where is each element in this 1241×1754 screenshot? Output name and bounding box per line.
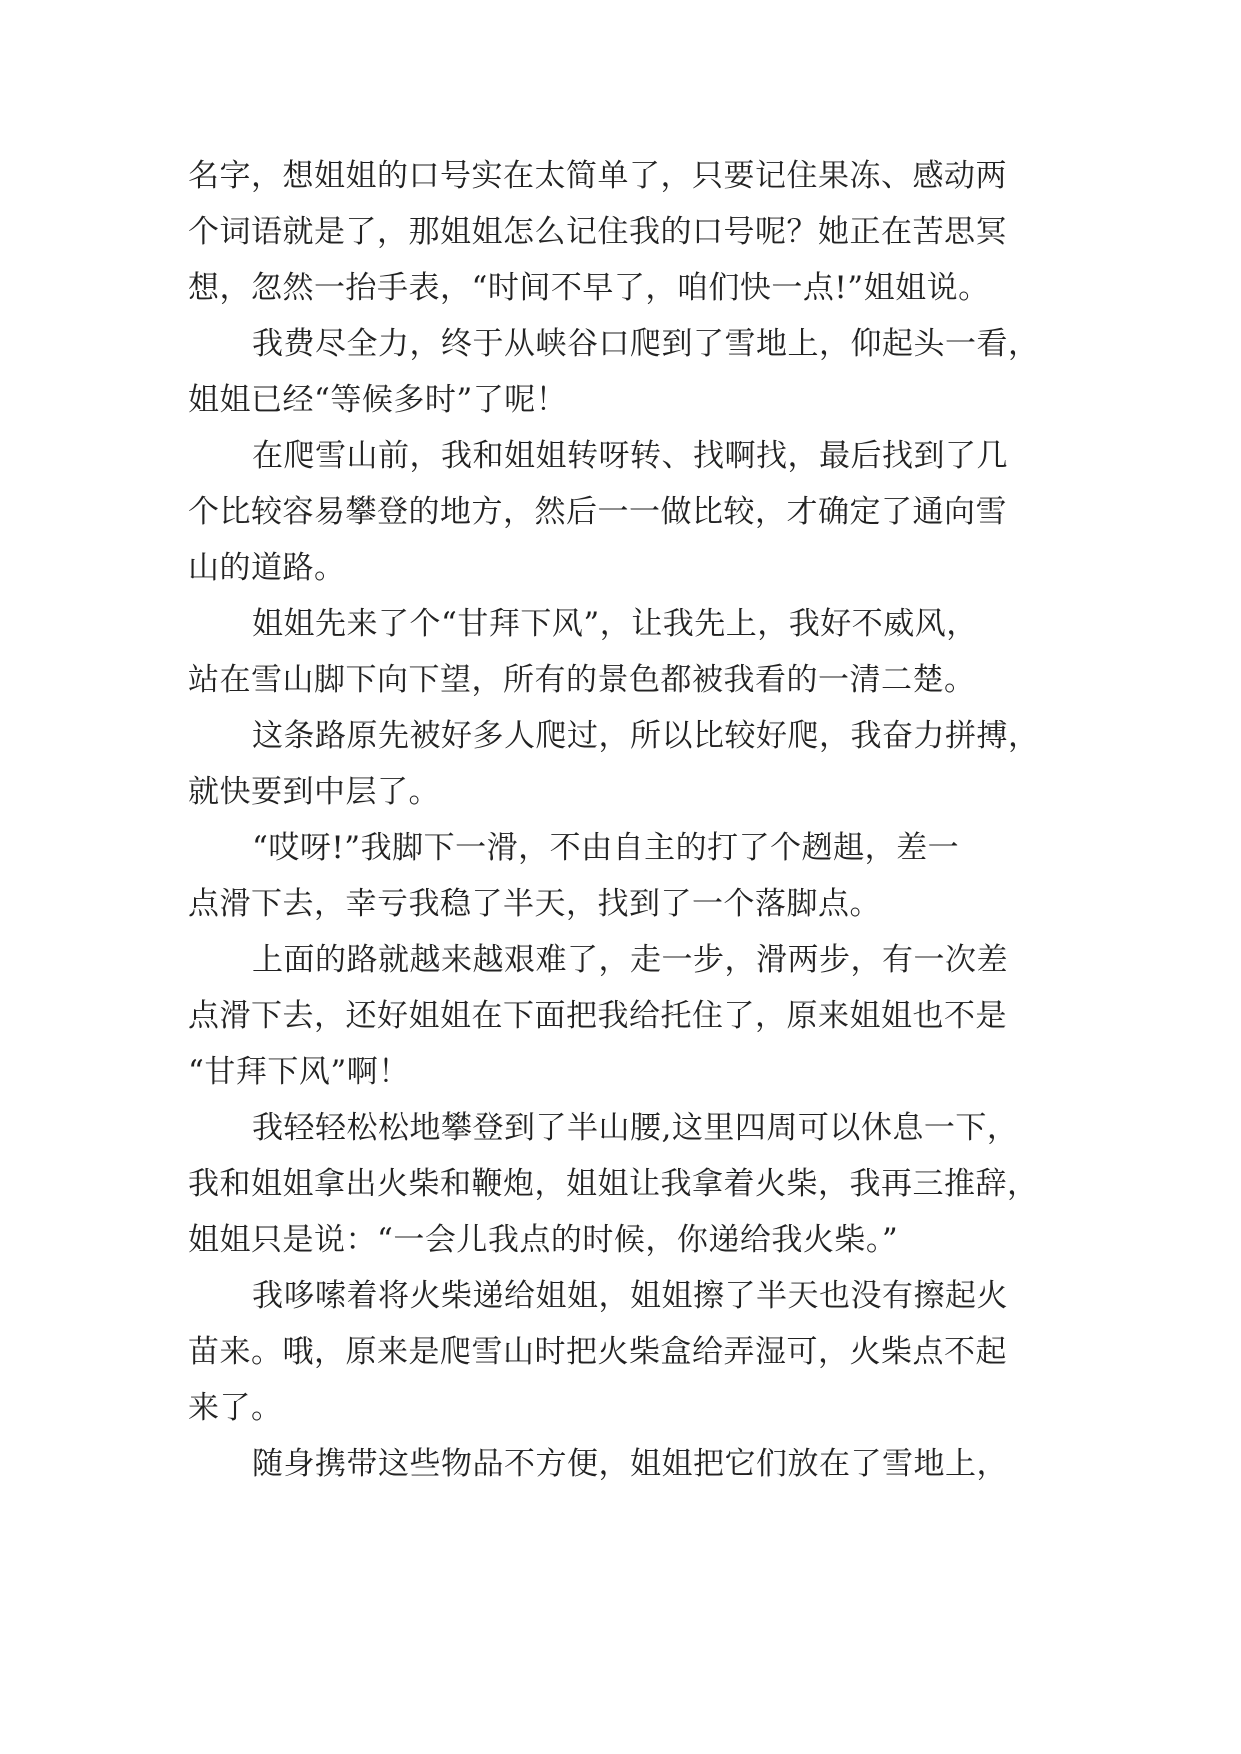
text-line: 想，忽然一抬手表，“时间不早了，咱们快一点!”姐姐说。 xyxy=(188,270,990,306)
text-line: 个词语就是了，那姐姐怎么记住我的口号呢？她正在苦思冥 xyxy=(188,214,1007,250)
paragraph-first-line: “哎呀!”我脚下一滑，不由自主的打了个趔趄，差一 xyxy=(252,830,960,866)
text-line: 点滑下去，幸亏我稳了半天，找到了一个落脚点。 xyxy=(188,886,881,922)
text-line: 我和姐姐拿出火柴和鞭炮，姐姐让我拿着火柴，我再三推辞， xyxy=(188,1166,1039,1202)
paragraph-first-line: 在爬雪山前，我和姐姐转呀转、找啊找，最后找到了几 xyxy=(252,438,1008,474)
text-line: 苗来。哦，原来是爬雪山时把火柴盒给弄湿可，火柴点不起 xyxy=(188,1334,1007,1370)
paragraph-first-line: 姐姐先来了个“甘拜下风”，让我先上，我好不威风， xyxy=(252,606,978,642)
text-line: 姐姐只是说：“一会儿我点的时候，你递给我火柴。” xyxy=(188,1222,899,1258)
text-line: 就快要到中层了。 xyxy=(188,774,440,810)
document-body xyxy=(188,148,1068,1492)
text-line: 站在雪山脚下向下望，所有的景色都被我看的一清二楚。 xyxy=(188,662,976,698)
text-line: 来了。 xyxy=(188,1390,283,1426)
paragraph-first-line: 随身携带这些物品不方便，姐姐把它们放在了雪地上， xyxy=(252,1446,1008,1482)
text-line: “甘拜下风”啊！ xyxy=(188,1054,410,1090)
paragraph-first-line: 我轻轻松松地攀登到了半山腰,这里四周可以休息一下， xyxy=(252,1110,1019,1146)
text-line: 名字，想姐姐的口号实在太简单了，只要记住果冻、感动两 xyxy=(188,158,1007,194)
paragraph-first-line: 上面的路就越来越艰难了，走一步，滑两步，有一次差 xyxy=(252,942,1008,978)
paragraph-first-line: 我费尽全力，终于从峡谷口爬到了雪地上，仰起头一看， xyxy=(252,326,1040,362)
text-line: 点滑下去，还好姐姐在下面把我给托住了，原来姐姐也不是 xyxy=(188,998,1007,1034)
text-line: 个比较容易攀登的地方，然后一一做比较，才确定了通向雪 xyxy=(188,494,1007,530)
paragraph-first-line: 这条路原先被好多人爬过，所以比较好爬，我奋力拼搏， xyxy=(252,718,1040,754)
text-line: 姐姐已经“等候多时”了呢！ xyxy=(188,382,568,418)
text-line: 山的道路。 xyxy=(188,550,346,586)
paragraph-first-line: 我哆嗦着将火柴递给姐姐，姐姐擦了半天也没有擦起火 xyxy=(252,1278,1008,1314)
